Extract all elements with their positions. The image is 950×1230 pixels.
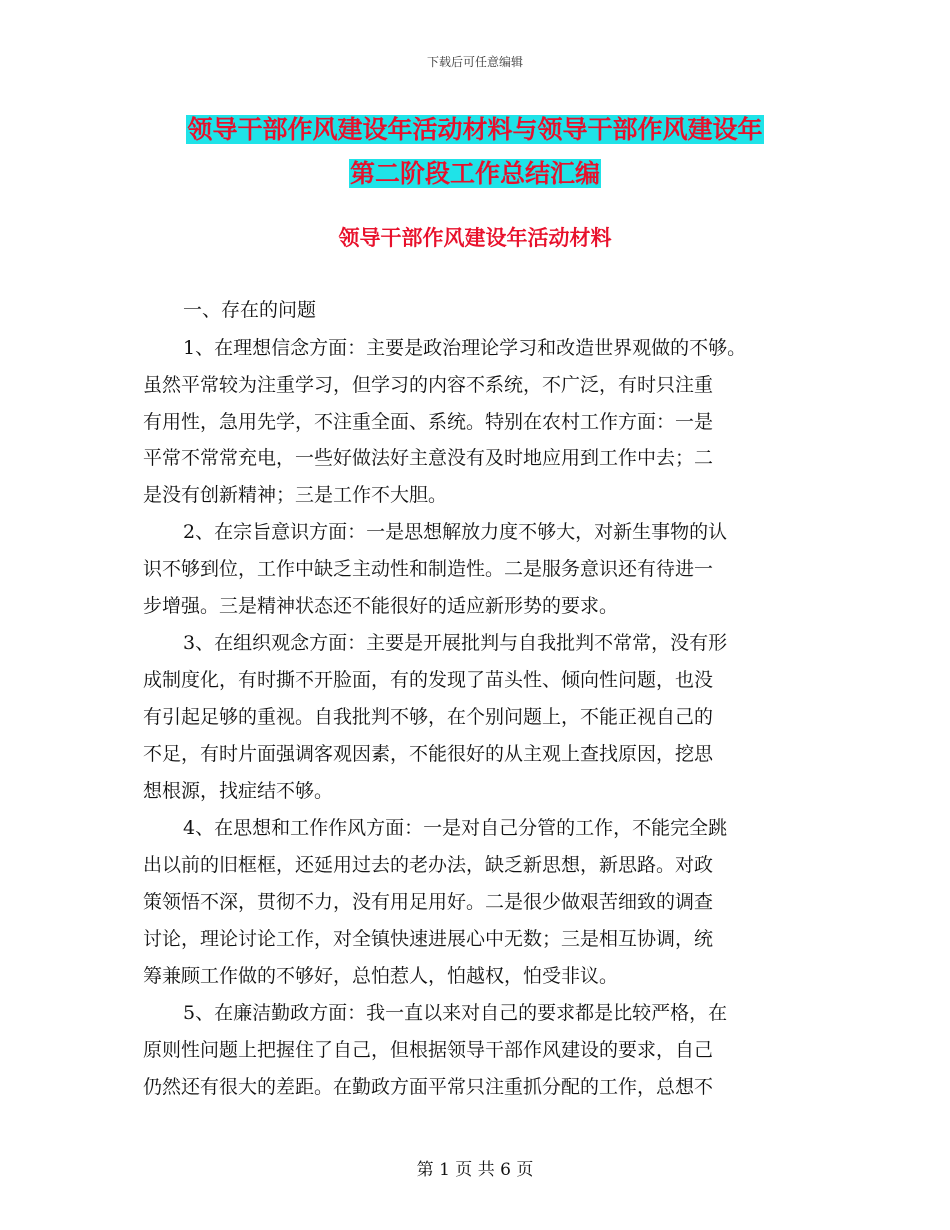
body-line: 一、存在的问题 — [183, 299, 317, 321]
document-title-line-2 — [0, 157, 950, 191]
body-line: 平常不常常充电，一些好做法好主意没有及时地应用到工作中去；二 — [143, 447, 714, 469]
body-line: 出以前的旧框框，还延用过去的老办法，缺乏新思想，新思路。对政 — [143, 854, 714, 876]
document-title-line-1 — [0, 113, 950, 147]
page-footer: 第 1 页 共 6 页 — [416, 1160, 534, 1180]
body-line: 筹兼顾工作做的不够好，总怕惹人，怕越权，怕受非议。 — [143, 965, 619, 987]
body-line: 4、在思想和工作作风方面：一是对自己分管的工作，不能完全跳 — [183, 817, 728, 839]
body-line: 5、在廉洁勤政方面：我一直以来对自己的要求都是比较严格，在 — [183, 1002, 728, 1024]
body-line: 是没有创新精神；三是工作不大胆。 — [143, 484, 448, 506]
body-line: 3、在组织观念方面：主要是开展批判与自我批判不常常，没有形 — [183, 632, 728, 654]
body-line: 原则性问题上把握住了自己，但根据领导干部作风建设的要求，自己 — [143, 1039, 714, 1061]
body-line: 不足，有时片面强调客观因素，不能很好的从主观上查找原因，挖思 — [143, 743, 714, 765]
body-line: 策领悟不深，贯彻不力，没有用足用好。二是很少做艰苦细致的调查 — [143, 891, 714, 913]
title-line-1-text: 领导干部作风建设年活动材料与领导干部作风建设年 — [187, 115, 763, 144]
body-line: 想根源，找症结不够。 — [143, 780, 334, 802]
body-line: 步增强。三是精神状态还不能很好的适应新形势的要求。 — [143, 595, 619, 617]
header-note: 下载后可任意编辑 — [426, 55, 523, 69]
title-line-2-text: 第二阶段工作总结汇编 — [349, 159, 600, 188]
body-line: 2、在宗旨意识方面：一是思想解放力度不够大，对新生事物的认 — [183, 521, 728, 543]
body-line: 有引起足够的重视。自我批判不够，在个别问题上，不能正视自己的 — [143, 706, 714, 728]
body-line: 讨论，理论讨论工作，对全镇快速进展心中无数；三是相互协调，统 — [143, 928, 714, 950]
body-line: 虽然平常较为注重学习，但学习的内容不系统，不广泛，有时只注重 — [143, 374, 714, 396]
section-title: 领导干部作风建设年活动材料 — [338, 226, 612, 250]
body-line: 成制度化，有时撕不开脸面，有的发现了苗头性、倾向性问题，也没 — [143, 669, 714, 691]
body-line: 有用性，急用先学，不注重全面、系统。特别在农村工作方面：一是 — [143, 411, 714, 433]
body-line: 1、在理想信念方面：主要是政治理论学习和改造世界观做的不够。 — [183, 337, 747, 359]
body-line: 仍然还有很大的差距。在勤政方面平常只注重抓分配的工作，总想不 — [143, 1076, 714, 1098]
body-line: 识不够到位，工作中缺乏主动性和制造性。二是服务意识还有待进一 — [143, 558, 714, 580]
